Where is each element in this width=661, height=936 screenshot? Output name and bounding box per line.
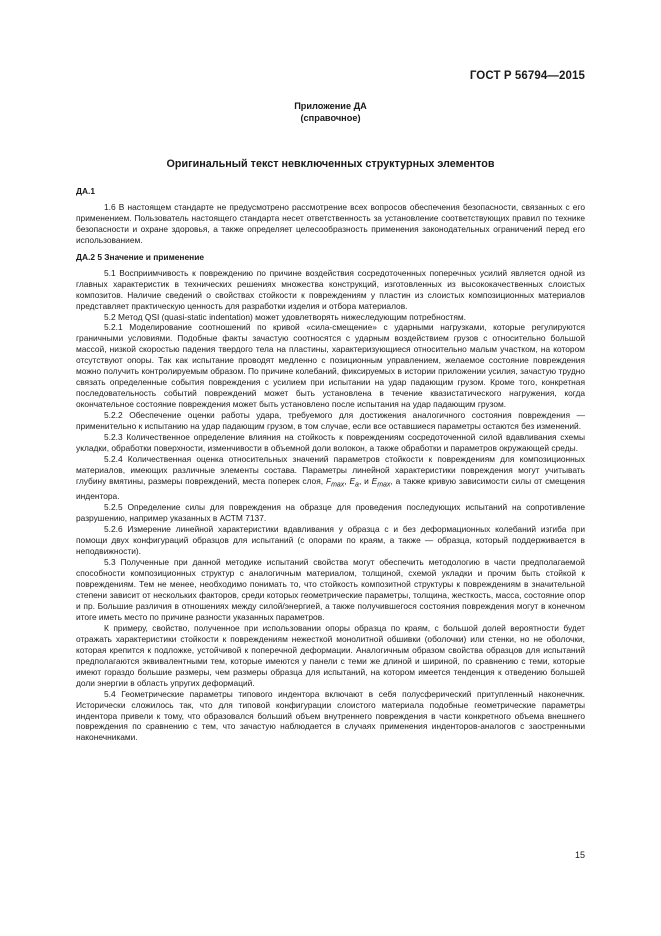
paragraph-5-2-1: 5.2.1 Моделирование соотношений по кривой «сила-смещение» с ударными нагрузками, которые регулируются граничными условиями. Подобные факты зачастую соотносятся с ударным воздействием грузов с относительно большой массой, низкой скоростью падения твердого тела на пластины, характеризующиеся относительно малым участком, на котором отсутствуют опоры. Так как испытание проводят медленно с позиционным управлением, желаемое состояние повреждения можно получить контролируемым образом. По причине колебаний, фиксируемых в истории приложении усилия, зачастую трудно связать определенные события повреждения с усилием при испытании на удар падающим грузом. Кроме того, конкретная последовательность событий повреждений может быть установлена в течение квазистатического нагружения, когда окончательное состояние повреждения может быть установлено после испытания на удар падающим грузом. xyxy=(76,322,585,410)
paragraph-5-3-continued: К примеру, свойство, полученное при использовании опоры образца по краям, с большой долей вероятности будет отражать характеристики стойкости к повреждениям нежесткой монолитной обшивки (оболочки) или стенки, но не оболочки, которая крепится к подложке, устойчивой к поперечной деформации. Аналогичным образом свойства образцов для испытаний предполагаются эквивалентными тем, которые имеются у панели с теми же длиной и шириной, по сравнению с теми, которые имеют гораздо большие размеры, чем размеры образца для испытаний, на котором имеется тенденция к отведению большей доли энергии в область упругих деформаций. xyxy=(76,622,585,688)
annex-note: (справочное) xyxy=(300,113,361,123)
symbol-e: E xyxy=(349,475,356,486)
paragraph-5-2-3: 5.2.3 Количественное определение влияния на стойкость к повреждениям сосредоточенной силой вдавливания схемы укладки, обработки поверхности, изменчивости в объемной доли волокон, а также обработки и параметров окружающей среды. xyxy=(76,432,585,453)
paragraph-5-4: 5.4 Геометрические параметры типового индентора включают в себя полусферический притупленный наконечник. Исторически сложилось так, что для типовой конфигурации слоистого материала подобные геометрические параметры индентора привели к тому, что образовался больший объем внутреннего повреждения в части конкретного объема внешнего повреждения по сравнению с тем, что зачастую наблюдается в случаях применения инденторов-аналогов с заостренными наконечниками. xyxy=(76,688,585,743)
paragraph-5-2-4-text-a: 5.2.4 Количественная оценка относительных значений параметров стойкости к повреждениям для композиционных материалов, имеющих различные элементы состава. Параметры линейной характеристики повреждения могут учитывать глубину вмятины, размеры повреждений, места поперек слоя, xyxy=(76,453,585,486)
body-text xyxy=(76,186,585,743)
subscript-max: max xyxy=(331,481,345,489)
symbol-e-max xyxy=(371,475,391,489)
paragraph-5-2-4-text-b: , а также кривую зависимости силы от смещения индентора. xyxy=(76,475,586,502)
paragraph-5-2-2: 5.2.2 Обеспечение оценки работы удара, требуемого для достижения аналогичного состояния повреждения — применительно к испытанию на удар падающим грузом, в том случае, если все оставшиеся параметры остаются без изменений. xyxy=(76,410,585,432)
page-number: 15 xyxy=(574,850,585,860)
paragraph-5-2-5: 5.2.5 Определение силы для повреждения на образце для проведения последующих испытаний на сопротивление разрушению, например указанных в АСТМ 7137. xyxy=(76,502,585,524)
paragraph-1-6: 1.6 В настоящем стандарте не предусмотрено рассмотрение всех вопросов обеспечения безопасности, связанных с его применением. Пользователь настоящего стандарта несет ответственность за установление соответствующих правил по технике безопасности и охране здоровья, а также определяет целесообразность применения законодательных ограничений перед его использованием. xyxy=(76,201,585,245)
annex-heading xyxy=(0,100,661,124)
separator: , и xyxy=(358,475,372,486)
paragraph-5-2-6: 5.2.6 Измерение линейной характеристики вдавливания у образца с и без деформационных колебаний изгиба при помощи двух конфигураций образцов для испытаний (с опорами по краям, а также — образца, который поддерживается в неподвижности). xyxy=(76,524,585,557)
section-label-da2: ДА.2 5 Значение и применение xyxy=(76,251,205,262)
symbol-f-max xyxy=(325,475,345,489)
standard-designation: ГОСТ Р 56794—2015 xyxy=(469,70,585,82)
symbol-e-a xyxy=(349,475,359,489)
paragraph-5-3: 5.3 Полученные при данной методике испытаний свойства могут обеспечить методологию в части предполагаемой способности композиционных структур с аналогичным материалом, толщиной, схемой укладки и прочим быть стойкой к повреждениям. Тем не менее, необходимо понимать то, что стойкость композитной структуры к повреждениям в значительной степени зависит от нескольких факторов, среди которых геометрические параметры, толщина, жесткость, масса, состояние опор и пр. Большие различия в отношениях между силой/энергией, а также получившегося состояния повреждения могут в конечном итоге иметь место по причине разности указанных параметров. xyxy=(76,557,585,622)
paragraph-5-2: 5.2 Метод QSI (quasi-static indentation) может удовлетворять нижеследующим потребностям. xyxy=(104,311,466,322)
document-title: Оригинальный текст невключенных структурных элементов xyxy=(166,158,495,170)
annex-title: Приложение ДА xyxy=(294,101,367,111)
paragraph-5-2-4 xyxy=(76,454,585,502)
symbol-e: E xyxy=(371,475,378,486)
paragraph-5-1: 5.1 Восприимчивость к повреждению по причине воздействия сосредоточенных поперечных усилий является одной из главных характеристик в технических решениях множества конструкций, изготовленных из высококачественных слоистых композитов. Наличие сведений о свойствах стойкости к повреждениям у пластин из слоистых композиционных материалов представляет практическую ценность для разработки изделия и отбора материалов. xyxy=(76,267,585,311)
symbol-f: F xyxy=(325,475,332,486)
separator: , xyxy=(344,475,350,486)
subscript-max: max xyxy=(377,481,391,489)
subscript-a: a xyxy=(355,481,359,489)
section-label-da1: ДА.1 xyxy=(76,186,95,196)
